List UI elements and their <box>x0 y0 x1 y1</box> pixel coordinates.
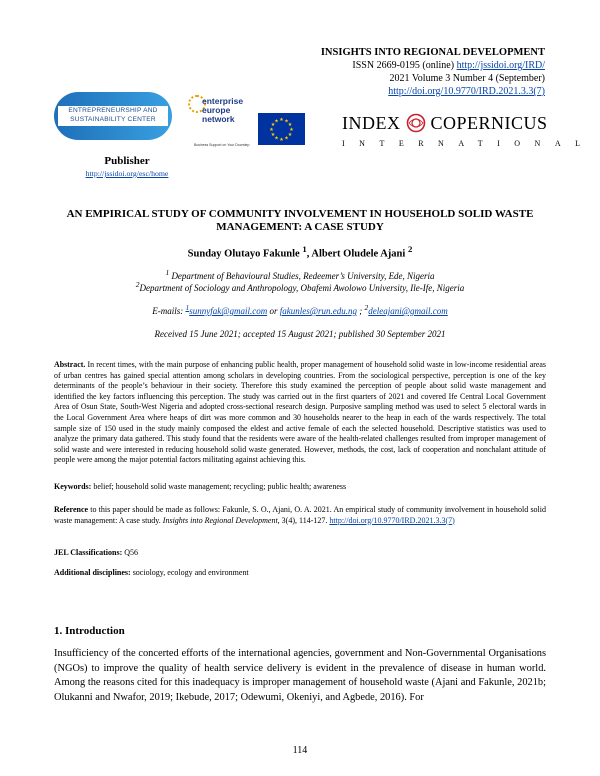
esc-logo-line2: SUSTAINABILITY CENTER <box>70 116 156 123</box>
svg-text:★: ★ <box>270 122 276 128</box>
email-2-link[interactable]: fakunles@run.edu.ng <box>279 306 358 316</box>
ic-emblem-icon <box>406 113 426 133</box>
svg-text:★: ★ <box>279 137 284 143</box>
paper-title: AN EMPIRICAL STUDY OF COMMUNITY INVOLVEMENT IN HOUSEHOLD SOLID WASTE MANAGEMENT: A CASE STUDY <box>66 208 534 233</box>
additional-label: Additional disciplines: <box>54 568 131 577</box>
een-line2: europe <box>202 105 231 115</box>
index-copernicus-logo <box>342 107 595 155</box>
svg-text:★: ★ <box>274 118 279 125</box>
email-1-sup: 1 <box>185 303 190 312</box>
email-3-sup: 2 <box>364 303 369 312</box>
email-3-link[interactable]: deleajani@gmail.com <box>368 306 448 316</box>
publisher-link[interactable]: http://jssidoi.org/esc/home <box>85 169 169 178</box>
publication-dates: Received 15 June 2021; accepted 15 August 2021; published 30 September 2021 <box>154 329 446 339</box>
een-line3: network <box>202 114 235 124</box>
introduction-paragraph: Insufficiency of the concerted efforts of the international agencies, government and Non-Governmental Organisations (NGOs) to improve the quality of health service delivery is evident in the prevalence of disease in human world. Among the reasons cited for this inadequacy is improper management of household waste (Ajani and Fakunle, 2021b; Olukanni and Nwafor, 2019; Ikebude, 2017; Odewumi, Okeniyi, and Agbede, 2016). For <box>54 648 546 703</box>
email-1-link[interactable]: sunnyfak@gmail.com <box>189 306 268 316</box>
abstract-label: Abstract. <box>54 360 86 369</box>
affiliation-2 <box>60 280 540 293</box>
reference-text: to this paper should be made as follows: Fakunle, S. O., Ajani, O. A. 2021. An empirical study of community involvement in household solid waste management: A case study. <box>54 505 546 525</box>
affiliation-2-sup: 2 <box>135 280 140 289</box>
authors <box>60 244 540 260</box>
svg-text:★: ★ <box>270 132 276 138</box>
keywords-text: belief; household solid waste management; recycling; public health; awareness <box>91 482 347 491</box>
abstract <box>54 360 546 466</box>
jel-label: JEL Classifications: <box>54 548 123 557</box>
svg-text:★: ★ <box>287 122 293 128</box>
keywords-label: Keywords: <box>54 482 92 491</box>
additional-text: sociology, ecology and environment <box>130 568 249 577</box>
section-heading-introduction: 1. Introduction <box>54 625 125 637</box>
affiliation-1-text: Department of Behavioural Studies, Redeemer’s University, Ede, Nigeria <box>169 271 435 281</box>
author-2-sup: 2 <box>407 244 413 254</box>
eu-flag-icon <box>258 113 305 145</box>
abstract-text: In recent times, with the main purpose of enhancing public health, proper management of household solid waste in low-income residential areas of urban centres has gained special attention among scholars in developing countries. From the sociological perspective, perception is one of the key determinants of the people’s behaviour in their society. Therefore this study examined the perception of people about solid waste management and identified the key factors influencing this perception. The study was carried out in the first quarters of 2021 and covered Ife Central Local Government Area of Osun State, South-West Nigeria and adopted cross-sectional research design. Purposive sampling method was used to select 5 electoral wards in the Local Government Area where heaps of dirt was more common and 30 households nearer to the heap in each of the wards respectively. The total sample size of 150 used in the study mainly composed the eldest and active female of each the selected household. Descriptive statistics was used to analyze the primary data gathered. This study found that the residents were aware of the health-related challenges resulted from improper management of solid waste and were interested in reducing household solid waste generated. However, methods, the cost, lack of cooperation and nonchalant attitude of people were among the major potential factors militating against achieving this. <box>54 360 546 465</box>
esc-logo-line1: ENTREPRENEURSHIP AND <box>68 107 158 114</box>
page-number: 114 <box>292 745 308 756</box>
een-line1: enterprise <box>202 96 244 106</box>
reference-journal: Insights into Regional Development <box>162 515 278 525</box>
ic-text-index: INDEX <box>342 113 401 133</box>
ic-text-copernicus: COPERNICUS <box>430 113 548 133</box>
affiliation-2-text: Department of Sociology and Anthropology, Obafemi Awolowo University, Ile-Ife, Nigeria <box>139 283 465 293</box>
author-separator: , <box>306 248 312 260</box>
issn-label: ISSN 2669-0195 (online) <box>352 60 455 71</box>
een-logo <box>188 95 252 151</box>
reference <box>54 505 546 526</box>
author-1-sup: 1 <box>302 244 307 254</box>
svg-text:★: ★ <box>289 127 294 133</box>
author-2: Albert Oludele Ajani <box>311 248 406 260</box>
doi-link[interactable]: http://doi.org/10.9770/IRD.2021.3.3(7) <box>388 86 545 97</box>
jel-text: Q56 <box>122 548 139 557</box>
reference-doi-link[interactable]: http://doi.org/10.9770/IRD.2021.3.3(7) <box>329 515 455 525</box>
svg-text:★: ★ <box>284 135 289 142</box>
eu-stars-icon <box>258 113 305 145</box>
issn-link[interactable]: http://jssidoi.org/IRD/ <box>456 60 545 71</box>
publisher-label: Publisher <box>104 155 150 167</box>
additional-disciplines <box>54 568 546 579</box>
journal-header <box>285 46 545 98</box>
issn-line <box>285 59 545 72</box>
reference-tail: , 3(4), 114-127. <box>277 515 330 525</box>
esc-logo <box>54 92 172 140</box>
affiliation-1-sup: 1 <box>165 268 170 277</box>
jel-classifications <box>54 548 546 559</box>
keywords <box>54 482 546 493</box>
journal-title: INSIGHTS INTO REGIONAL DEVELOPMENT <box>320 47 545 58</box>
een-tagline: Business Support on Your Doorstep <box>194 143 250 147</box>
svg-text:★: ★ <box>274 135 279 142</box>
volume-line: 2021 Volume 3 Number 4 (September) <box>389 73 545 84</box>
author-1: Sunday Olutayo Fakunle <box>187 248 300 260</box>
svg-text:★: ★ <box>287 132 293 138</box>
ic-subtitle: INTERNATIONAL <box>342 139 595 148</box>
emails-label: E-mails: <box>152 306 186 316</box>
svg-text:★: ★ <box>269 127 274 133</box>
email-or: or <box>267 306 280 316</box>
reference-label: Reference <box>54 505 89 514</box>
email-sep: ; <box>357 306 365 316</box>
svg-text:★: ★ <box>284 118 289 125</box>
emails <box>60 303 540 316</box>
svg-text:★: ★ <box>279 117 284 123</box>
